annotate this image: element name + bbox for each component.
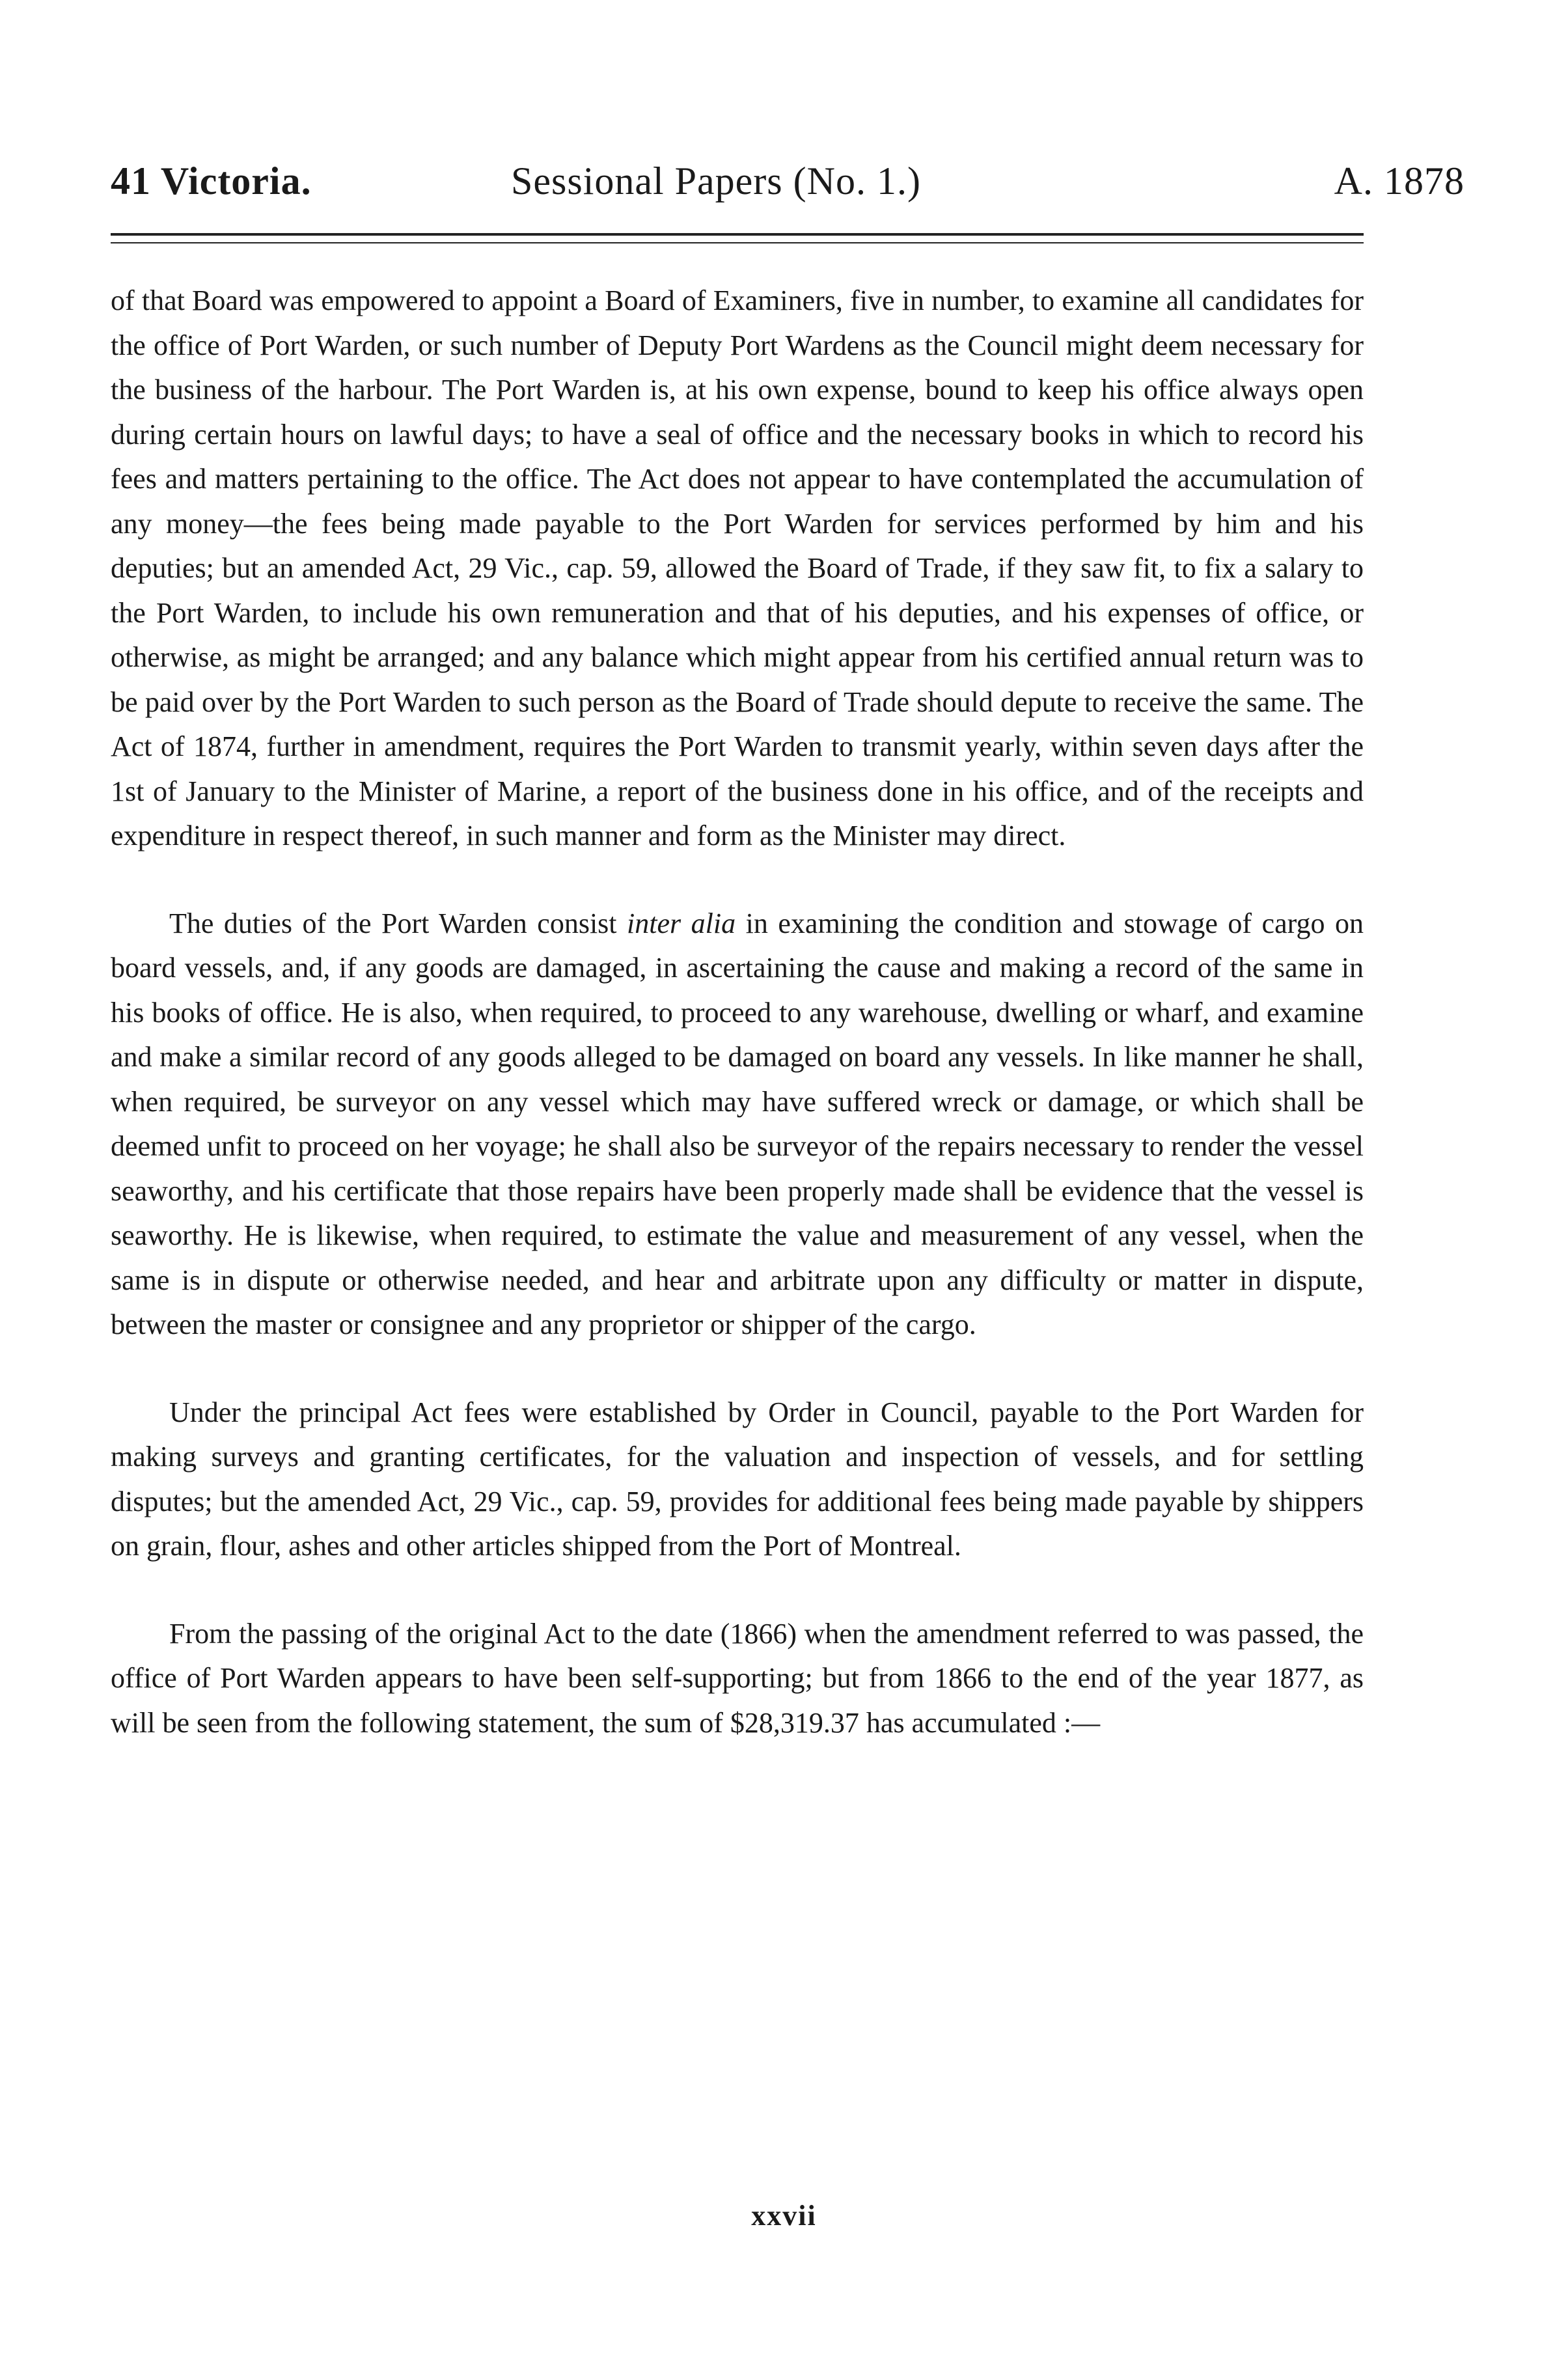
header-rule-thick	[111, 233, 1364, 236]
paragraph-duties-end: in examining the condition and stowage of cargo on board vessels, and, if any goods are damaged, in ascertaining the cause and making a record of the same in his books of office. He is also, when required, to proceed to any warehouse, dwelling or wharf, and examine and make a similar record of any goods alleged to be damaged on board any vessels. In like manner he shall, when required, be surveyor on any vessel which may have suffered wreck or damage, or which shall be deemed unfit to proceed on her voyage; he shall also be surveyor of the repairs necessary to render the vessel seaworthy, and his certificate that those repairs have been properly made shall be evidence that the vessel is seaworthy. He is likewise, when required, to estimate the value and measurement of any vessel, when the same is in dispute or otherwise needed, and hear and arbitrate upon any difficulty or matter in dispute, between the master or consignee and any proprietor or shipper of the cargo.	[111, 907, 1364, 1340]
paragraph-continued: of that Board was empowered to appoint a Board of Examiners, five in number, to examine all candidates for the office of Port Warden, or such number of Deputy Port Wardens as the Council might deem necessary for the business of the harbour. The Port Warden is, at his own expense, bound to keep his office always open during certain hours on lawful days; to have a seal of office and the necessary books in which to record his fees and matters pertaining to the office. The Act does not appear to have contemplated the accumulation of any money—the fees being made payable to the Port Warden for services performed by him and his deputies; but an amended Act, 29 Vic., cap. 59, allowed the Board of Trade, if they saw fit, to fix a salary to the Port Warden, to include his own remuneration and that of his deputies, and his expenses of office, or otherwise, as might be arranged; and any balance which might appear from his certified annual return was to be paid over by the Port Warden to such person as the Board of Trade should depute to receive the same. The Act of 1874, further in amendment, requires the Port Warden to transmit yearly, within seven days after the 1st of January to the Minister of Marine, a report of the business done in his office, and of the receipts and expenditure in respect thereof, in such manner and form as the Minister may direct.	[111, 284, 1364, 851]
header-rule-thin	[111, 242, 1364, 243]
running-header	[111, 155, 1465, 207]
paragraph-duties-italic: inter alia	[627, 907, 736, 939]
paragraph-duties-start: The duties of the Port Warden consist	[169, 907, 627, 939]
header-regnal-year: 41 Victoria.	[111, 159, 312, 202]
paragraph-fees: Under the principal Act fees were established by Order in Council, payable to the Port Warden for making surveys and granting certificates, for the valuation and inspection of vessels, and for settling disputes; but the amended Act, 29 Vic., cap. 59, provides for additional fees being made payable by shippers on grain, flour, ashes and other articles shipped from the Port of Montreal.	[111, 1396, 1364, 1562]
page-number: xxvii	[751, 2200, 817, 2232]
paragraph-accumulation: From the passing of the original Act to the date (1866) when the amendment referred to was passed, the office of Port Warden appears to have been self-supporting; but from 1866 to the end of the year 1877, as will be seen from the following statement, the sum of $28,319.37 has accumulated :—	[111, 1617, 1364, 1739]
paragraph-duties	[111, 902, 1364, 1348]
body-text	[111, 279, 1364, 1788]
header-title: Sessional Papers (No. 1.)	[511, 159, 921, 202]
header-year: A. 1878	[1334, 159, 1465, 202]
